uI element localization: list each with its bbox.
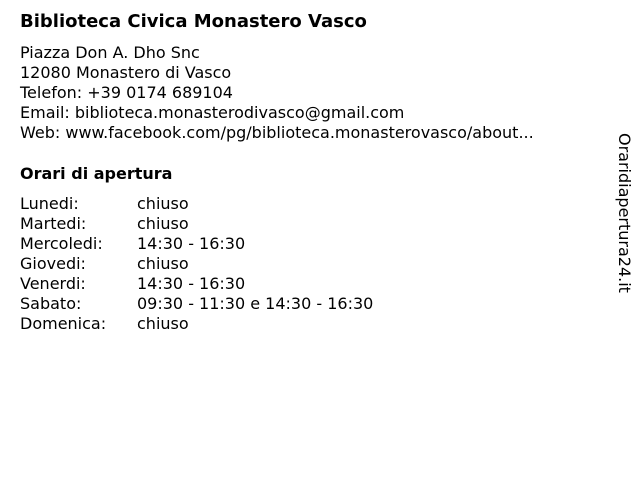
address-street: Piazza Don A. Dho Snc	[20, 43, 200, 62]
hours-day: Mercoledi:	[20, 234, 103, 253]
hours-time: chiuso	[137, 214, 189, 233]
hours-time: 09:30 - 11:30 e 14:30 - 16:30	[137, 294, 374, 313]
hours-row-domenica	[20, 314, 373, 334]
hours-table	[20, 194, 373, 334]
contact-block	[20, 43, 534, 143]
web-line: Web: www.facebook.com/pg/biblioteca.monasterovasco/about...	[20, 123, 534, 142]
hours-day: Giovedi:	[20, 254, 86, 273]
hours-day: Sabato:	[20, 294, 82, 313]
hours-time: chiuso	[137, 314, 189, 333]
hours-time: 14:30 - 16:30	[137, 274, 246, 293]
hours-time: chiuso	[137, 254, 189, 273]
hours-row-sabato	[20, 294, 373, 314]
address-city: 12080 Monastero di Vasco	[20, 63, 232, 82]
hours-heading: Orari di apertura	[20, 164, 173, 183]
hours-day: Martedi:	[20, 214, 87, 233]
hours-row-mercoledi	[20, 234, 373, 254]
email-line: Email: biblioteca.monasterodivasco@gmail.com	[20, 103, 405, 122]
hours-day: Lunedi:	[20, 194, 79, 213]
hours-row-venerdi	[20, 274, 373, 294]
hours-day: Domenica:	[20, 314, 107, 333]
hours-row-lunedi	[20, 194, 373, 214]
hours-time: chiuso	[137, 194, 189, 213]
hours-time: 14:30 - 16:30	[137, 234, 246, 253]
hours-row-martedi	[20, 214, 373, 234]
library-title: Biblioteca Civica Monastero Vasco	[20, 11, 367, 32]
hours-row-giovedi	[20, 254, 373, 274]
site-watermark: Oraridiapertura24.it	[615, 133, 634, 293]
hours-day: Venerdi:	[20, 274, 86, 293]
phone-line: Telefon: +39 0174 689104	[20, 83, 233, 102]
